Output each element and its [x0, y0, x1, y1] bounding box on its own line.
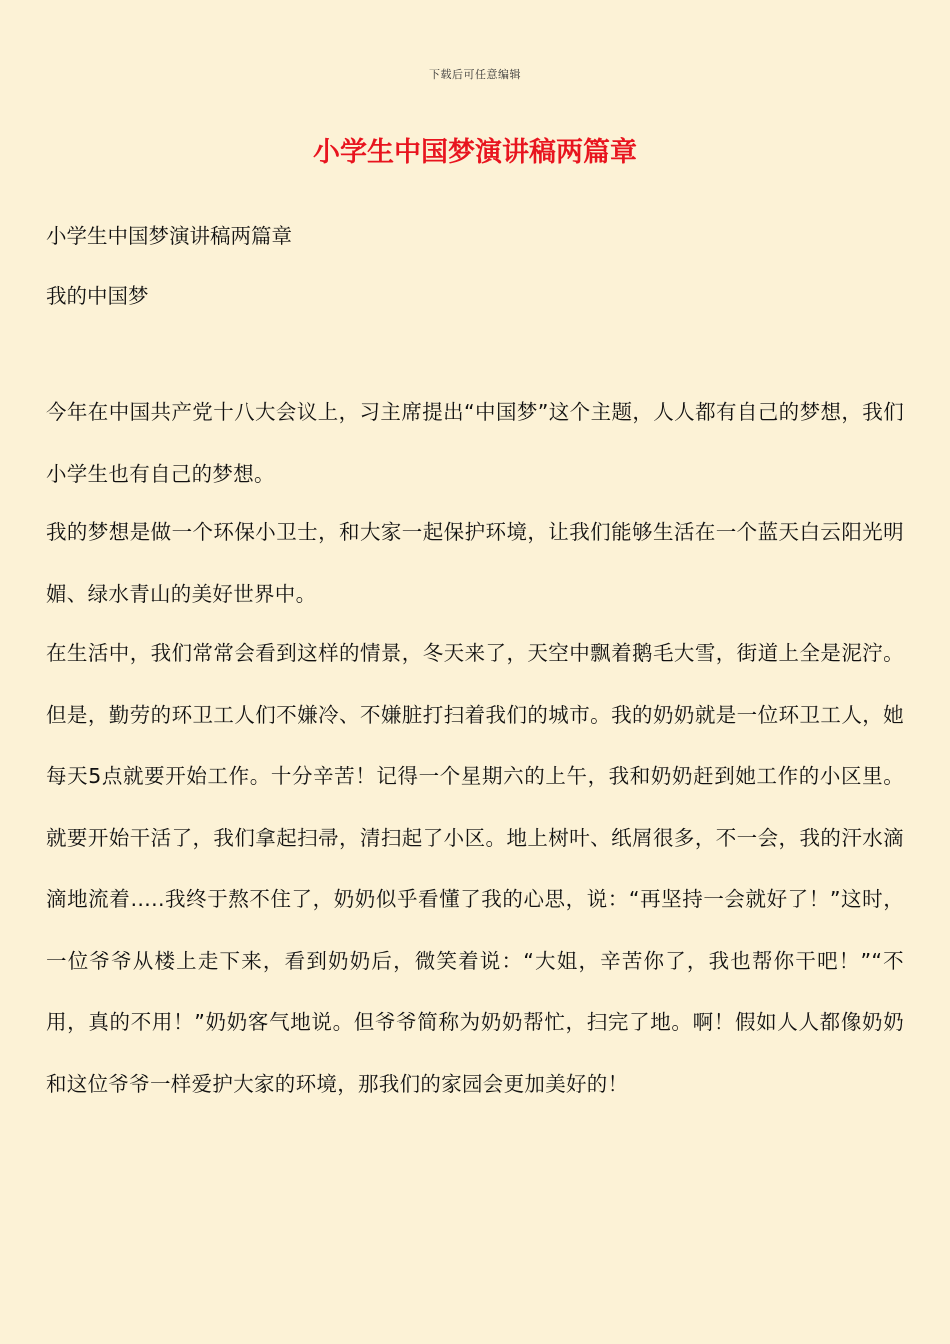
document-subtitle: 小学生中国梦演讲稿两篇章: [46, 224, 292, 248]
paragraph-2: 我的梦想是做一个环保小卫士，和大家一起保护环境，让我们能够生活在一个蓝天白云阳光明媚、绿水青山的美好世界中。: [46, 520, 904, 606]
paragraph-3: 在生活中，我们常常会看到这样的情景，冬天来了，天空中飘着鹅毛大雪，街道上全是泥泞。但是，勤劳的环卫工人们不嫌冷、不嫌脏打扫着我们的城市。我的奶奶就是一位环卫工人，她每天5点就要开始工作。十分辛苦！记得一个星期六的上午，我和奶奶赶到她工作的小区里。就要开始干活了，我们拿起扫帚，清扫起了小区。地上树叶、纸屑很多，不一会，我的汗水滴滴地流着…..我终于熬不住了，奶奶似乎看懂了我的心思，说：“再坚持一会就好了！”这时，一位爷爷从楼上走下来，看到奶奶后，微笑着说：“大姐，辛苦你了，我也帮你干吧！”“不用，真的不用！”奶奶客气地说。但爷爷简称为奶奶帮忙，扫完了地。啊！假如人人都像奶奶和这位爷爷一样爱护大家的环境，那我们的家园会更加美好的！: [46, 641, 904, 1096]
section-heading: 我的中国梦: [46, 284, 149, 308]
paragraph-1: 今年在中国共产党十八大会议上，习主席提出“中国梦”这个主题，人人都有自己的梦想，我们小学生也有自己的梦想。: [46, 400, 904, 486]
document-title: 小学生中国梦演讲稿两篇章: [313, 137, 637, 168]
header-note: 下载后可任意编辑: [429, 68, 521, 81]
